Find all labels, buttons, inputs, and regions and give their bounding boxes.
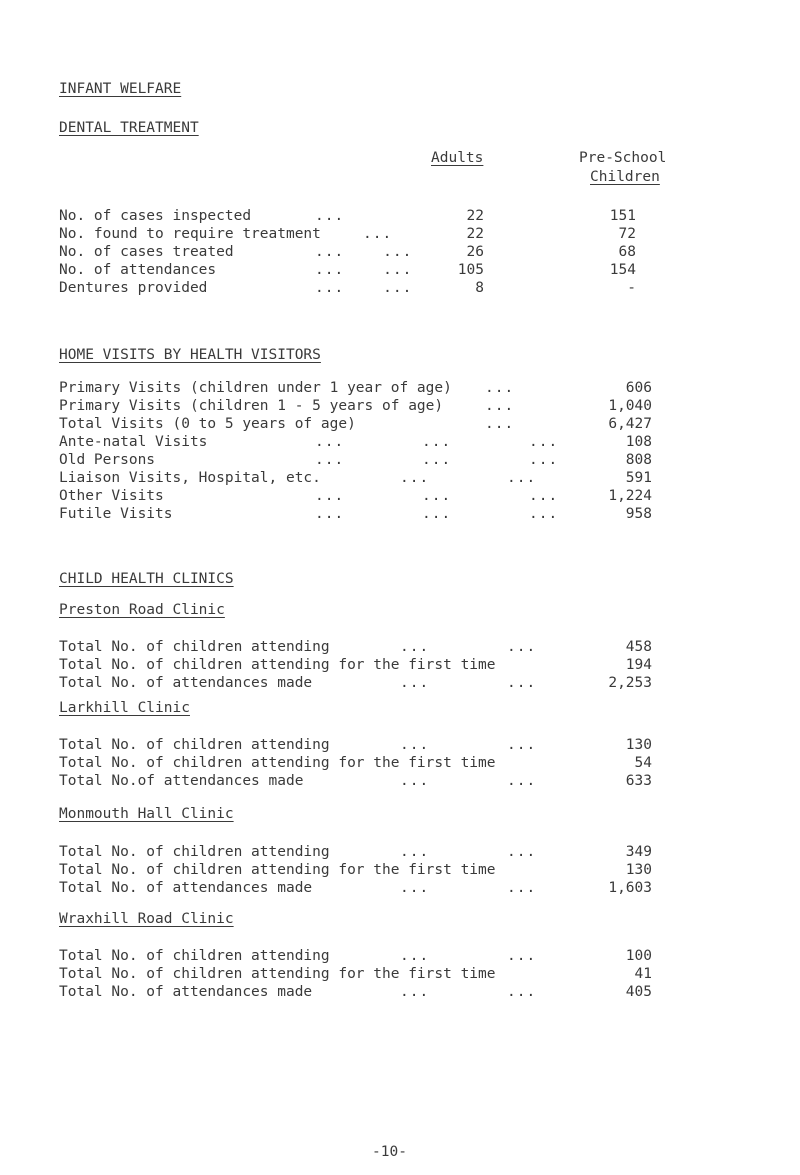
row-label: Total Visits (0 to 5 years of age) [59, 416, 356, 432]
row-label: Liaison Visits, Hospital, etc. [59, 470, 321, 486]
row-label: Total No. of children attending [59, 639, 330, 655]
row-value: 54 [634, 755, 652, 771]
leader-dots: ... ... [400, 773, 537, 789]
row-value: 405 [625, 984, 652, 1000]
leader-dots: ... ... [400, 844, 537, 860]
row-value: 1,603 [608, 880, 652, 896]
row-label: Ante-natal Visits [59, 434, 208, 450]
row-label: Primary Visits (children 1 - 5 years of age) [59, 398, 444, 414]
leader-dots: ... ... [400, 984, 537, 1000]
row-value: 958 [625, 506, 652, 522]
page-number: -10- [372, 1144, 407, 1160]
row-label: No. of cases inspected [59, 208, 252, 224]
row-label: Other Visits [59, 488, 164, 504]
clinic-name: Monmouth Hall Clinic [59, 806, 234, 822]
row-value: 6,427 [608, 416, 652, 432]
row-label: Total No. of children attending for the first time [59, 755, 496, 771]
row-label: Total No. of children attending for the first time [59, 657, 496, 673]
leader-dots: ... [485, 416, 515, 432]
leader-dots: ... ... [400, 470, 537, 486]
clinic-name: Wraxhill Road Clinic [59, 911, 234, 927]
row-value: 130 [625, 737, 652, 753]
leader-dots: ... [363, 226, 393, 242]
preschool-value: 154 [609, 262, 636, 278]
row-label: Primary Visits (children under 1 year of age) [59, 380, 452, 396]
adults-value: 22 [466, 208, 484, 224]
adults-value: 22 [466, 226, 484, 242]
col-header-preschool: Pre-School [579, 150, 667, 166]
row-value: 41 [634, 966, 652, 982]
row-label: Total No. of children attending for the first time [59, 862, 496, 878]
preschool-value: 72 [618, 226, 636, 242]
row-value: 2,253 [608, 675, 652, 691]
row-value: 606 [625, 380, 652, 396]
row-value: 633 [625, 773, 652, 789]
row-value: 100 [625, 948, 652, 964]
row-label: No. of attendances [59, 262, 217, 278]
home-visits-heading: HOME VISITS BY HEALTH VISITORS [59, 347, 321, 363]
row-value: 194 [625, 657, 652, 673]
leader-dots: ... ... [400, 737, 537, 753]
clinics-heading: CHILD HEALTH CLINICS [59, 571, 234, 587]
col-header-children: Children [590, 169, 660, 185]
row-label: No. of cases treated [59, 244, 234, 260]
clinic-name: Preston Road Clinic [59, 602, 225, 618]
row-value: 108 [625, 434, 652, 450]
leader-dots: ... ... [400, 948, 537, 964]
leader-dots: ... ... ... [315, 506, 559, 522]
leader-dots: ... ... ... [315, 434, 559, 450]
row-value: 458 [625, 639, 652, 655]
row-value: 1,224 [608, 488, 652, 504]
leader-dots: ... ... [315, 244, 413, 260]
row-label: Dentures provided [59, 280, 208, 296]
row-label: Total No. of children attending for the first time [59, 966, 496, 982]
preschool-value: 68 [618, 244, 636, 260]
leader-dots: ... ... [315, 262, 413, 278]
leader-dots: ... ... ... [315, 488, 559, 504]
page-title: INFANT WELFARE [59, 81, 182, 97]
row-value: 130 [625, 862, 652, 878]
row-label: Total No. of attendances made [59, 984, 313, 1000]
row-label: Total No. of attendances made [59, 880, 313, 896]
row-value: 1,040 [608, 398, 652, 414]
leader-dots: ... [485, 380, 515, 396]
row-value: 808 [625, 452, 652, 468]
leader-dots: ... ... [400, 675, 537, 691]
row-label: Total No. of children attending [59, 737, 330, 753]
preschool-value: 151 [609, 208, 636, 224]
row-label: Total No. of children attending [59, 844, 330, 860]
row-label: Old Persons [59, 452, 156, 468]
leader-dots: ... ... ... [315, 452, 559, 468]
clinic-name: Larkhill Clinic [59, 700, 190, 716]
adults-value: 26 [466, 244, 484, 260]
row-label: Total No. of children attending [59, 948, 330, 964]
leader-dots: ... ... [315, 280, 413, 296]
preschool-value: - [627, 280, 636, 296]
row-value: 349 [625, 844, 652, 860]
row-value: 591 [625, 470, 652, 486]
leader-dots: ... ... [400, 639, 537, 655]
row-label: Futile Visits [59, 506, 173, 522]
leader-dots: ... ... [400, 880, 537, 896]
row-label: No. found to require treatment [59, 226, 321, 242]
leader-dots: ... [485, 398, 515, 414]
col-header-adults: Adults [431, 150, 484, 166]
row-label: Total No.of attendances made [59, 773, 304, 789]
adults-value: 8 [475, 280, 484, 296]
row-label: Total No. of attendances made [59, 675, 313, 691]
leader-dots: ... [315, 208, 345, 224]
adults-value: 105 [457, 262, 484, 278]
dental-heading: DENTAL TREATMENT [59, 120, 199, 136]
